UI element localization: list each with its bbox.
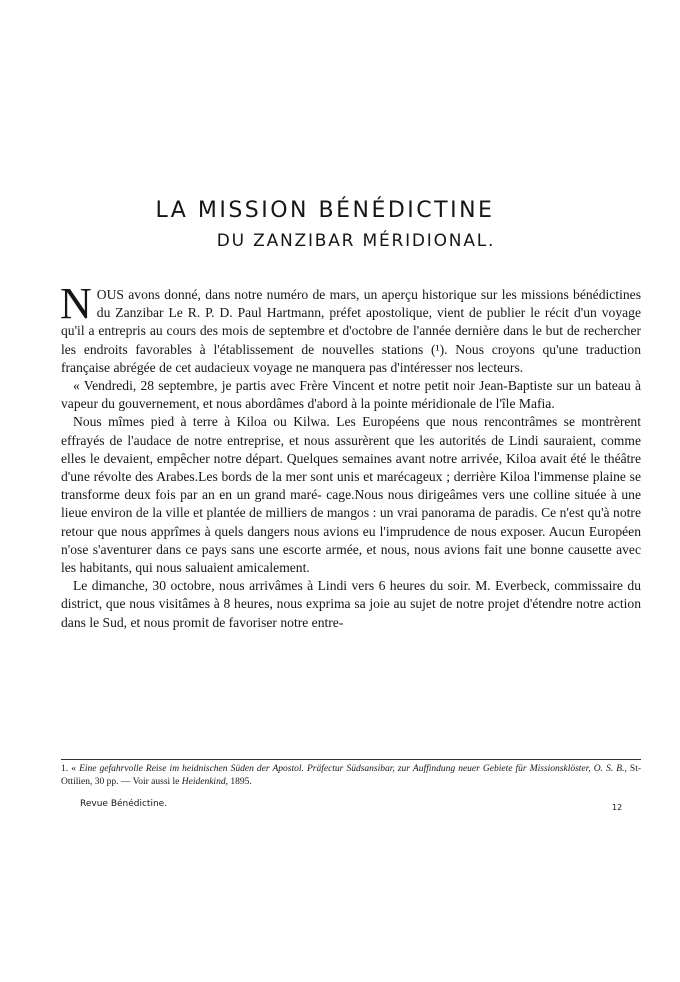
article-title: LA MISSION BÉNÉDICTINE <box>155 198 495 223</box>
footnote-source: Heidenkind <box>181 777 226 787</box>
article-subtitle: DU ZANZIBAR MÉRIDIONAL. <box>216 231 496 251</box>
sheet-number: 12 <box>612 803 623 812</box>
paragraph-2: « Vendredi, 28 septembre, je partis avec Frère Vincent et notre petit noir Jean-Baptiste sur un bateau à vapeur du gouvernement, et nous abordâmes d'abord à la pointe méridionale de l'île Mafia. <box>61 378 641 412</box>
journal-signature: Revue Bénédictine. <box>80 799 168 809</box>
article-body <box>60 279 641 632</box>
footnote-year: , 1895. <box>225 777 252 787</box>
paragraph-1 <box>60 279 641 377</box>
footnote-divider <box>61 759 641 760</box>
footnote-rest: , St-Ottilien, 30 pp. — Voir aussi le <box>61 764 642 787</box>
paragraph-3: Nous mîmes pied à terre à Kiloa ou Kilwa. Les Européens que nous rencontrâmes se montrèrent effrayés de l'audace de notre entreprise, et nous assurèrent que les autorités de Lindi sauraient, comme elles le devaient, empêcher notre départ. Quelques semaines avant notre arrivée, Kiloa avait été le théâtre d'une révolte des Arabes.Les bords de la mer sont unis et marécageux ; derrière Kiloa l'immense plaine se transforme deux fois par an en un grand maré- cage.Nous nous dirigeâmes vers une colline située à une lieue environ de la ville et plantée de milliers de mangos : un vrai panorama de paradis. Ce n'est qu'à notre retour que nous apprîmes à quels dangers nous avions eu l'imprudence de nous exposer. Aucun Européen n'ose s'aventurer dans ce pays sans une escorte armée, et nous, nous avions fait une bonne causette avec les habitants, qui nous saluaient amicalement. <box>61 414 641 576</box>
paragraph-1-text: OUS avons donné, dans notre numéro de mars, un aperçu historique sur les missions bénédictines du Zanzibar Le R. P. D. Paul Hartmann, préfet apostolique, vient de publier le récit d'un voyage qu'il a entrepris au cours des mois de septembre et d'octobre de l'année dernière dans le but de rechercher les endroits favorables à l'établissement de nouvelles stations (¹). Nous croyons qu'une traduction française abrégée de cet audacieux voyage ne manquera pas d'intéresser nos lecteurs. <box>61 287 641 375</box>
drop-cap: N <box>60 279 92 328</box>
footnote <box>61 763 641 789</box>
footnote-number: 1. « <box>61 764 76 774</box>
paragraph-4: Le dimanche, 30 octobre, nous arrivâmes à Lindi vers 6 heures du soir. M. Everbeck, commissaire du district, que nous visitâmes à 8 heures, nous exprima sa joie au sujet de notre projet d'étendre notre action dans le Sud, et nous promit de favoriser notre entre- <box>61 578 641 630</box>
footnote-title: Eine gefahrvolle Reise im heidnischen Süden der Apostol. Präfectur Südsansibar, zur Auffindung neuer Gebiete für Missionsklöster, O. S. B. <box>79 764 625 774</box>
